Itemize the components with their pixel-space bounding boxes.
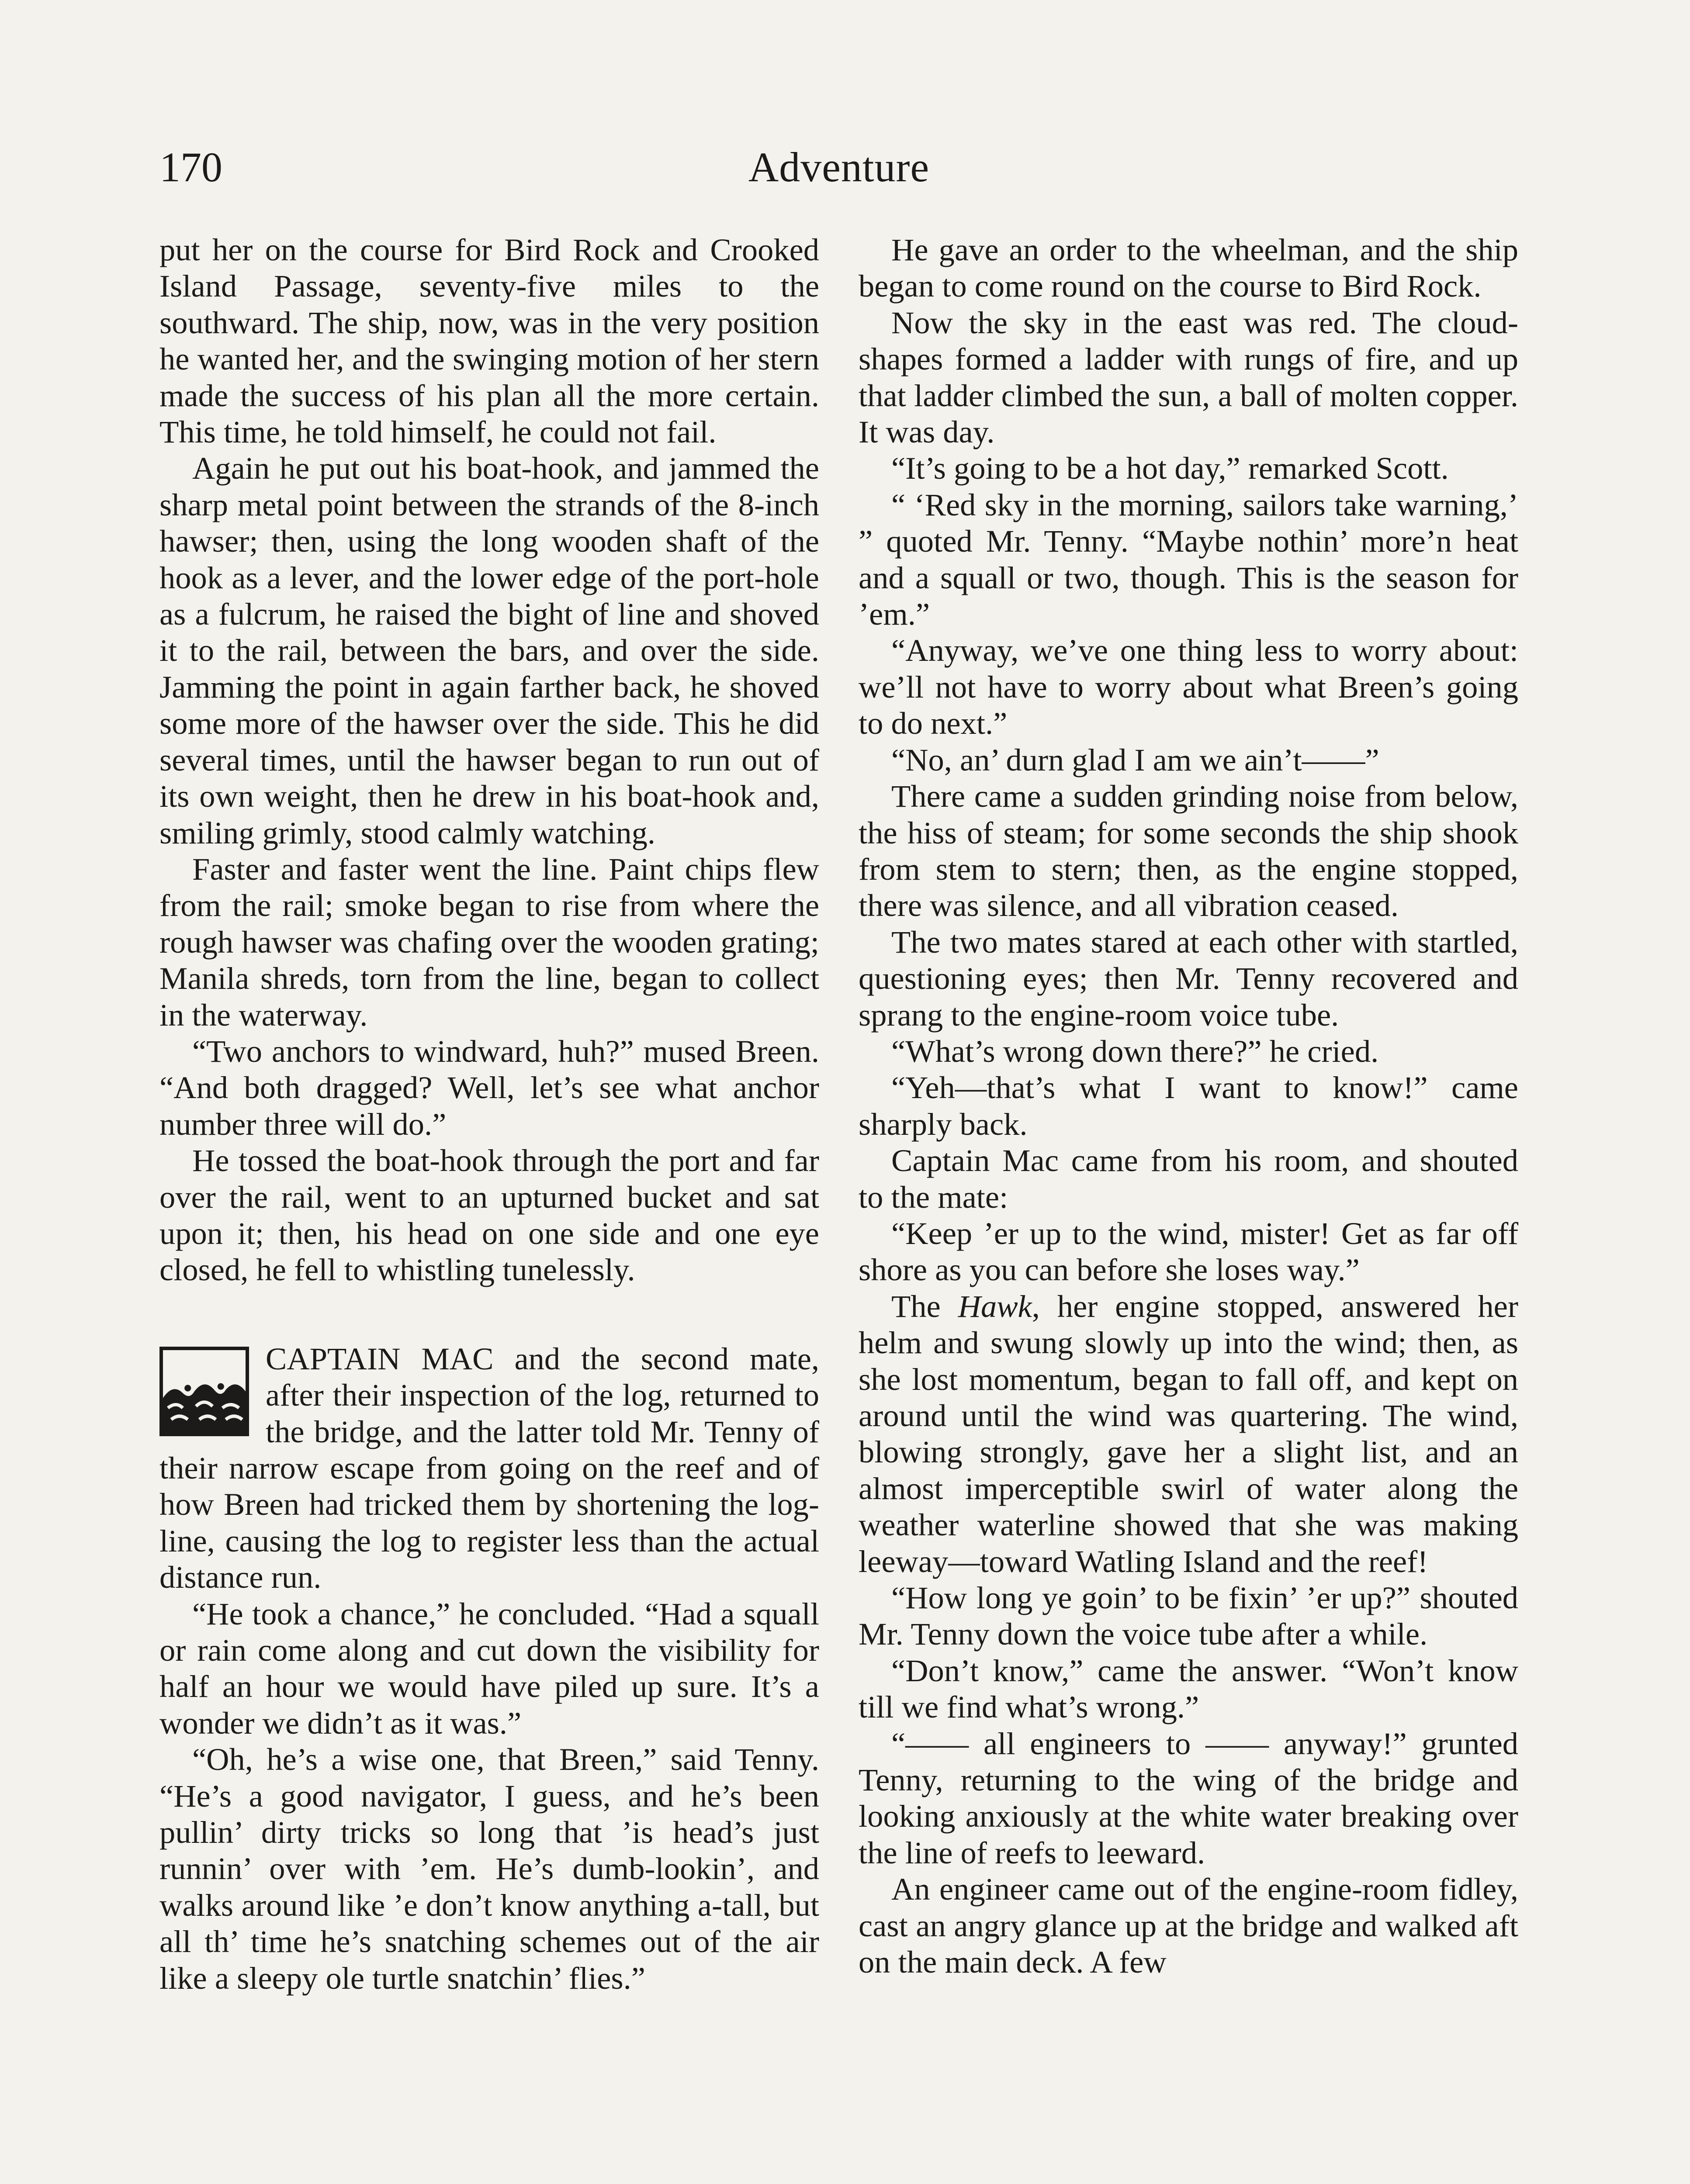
story-paragraph: “He took a chance,” he concluded. “Had a squall or rain come along and cut down the visibility for half an hour we would have piled up sure. It’s a wonder we didn’t as it was.” [159, 1596, 819, 1741]
ship-name: Hawk [958, 1288, 1032, 1324]
page-number: 170 [159, 144, 222, 190]
story-paragraph: “Don’t know,” came the answer. “Won’t know till we find what’s wrong.” [859, 1652, 1518, 1725]
story-paragraph: “Two anchors to windward, huh?” mused Breen. “And both dragged? Well, let’s see what anchor number three will do.” [159, 1033, 819, 1142]
section-first-paragraph-text: and the second mate, after their inspection of the log, returned to the bridge, and the latter told Mr. Tenny of their narrow escape from going on the reef and of how Breen had tricked them by shortening the log-line, causing the log to register less than the actual distance run. [159, 1341, 819, 1595]
story-paragraph [859, 1288, 1518, 1579]
section-break [159, 1288, 819, 1341]
story-paragraph: “Yeh—that’s what I want to know!” came sharply back. [859, 1070, 1518, 1142]
story-paragraph: He gave an order to the wheelman, and the ship began to come round on the course to Bird Rock. [859, 232, 1518, 304]
text-run: The [891, 1288, 958, 1324]
right-column [859, 232, 1518, 1980]
story-paragraph: He tossed the boat-hook through the port and far over the rail, went to an upturned bucket and sat upon it; then, his head on one side and one eye closed, he fell to whistling tunelessly. [159, 1143, 819, 1288]
wave-ornament-icon [159, 1347, 249, 1436]
running-title: Adventure [748, 144, 930, 190]
page-header [159, 139, 1518, 196]
story-paragraph: put her on the course for Bird Rock and Crooked Island Passage, seventy-five miles to the southward. The ship, now, was in the very position he wanted her, and the swinging motion of her stern made the success of his plan all the more certain. This time, he told himself, he could not fail. [159, 232, 819, 450]
section-lead-in: CAPTAIN MAC [266, 1341, 494, 1376]
story-paragraph: “Keep ’er up to the wind, mister! Get as far off shore as you can before she loses way.” [859, 1215, 1518, 1288]
story-paragraph: Faster and faster went the line. Paint chips flew from the rail; smoke began to rise from where the rough hawser was chafing over the wooden grating; Manila shreds, torn from the line, began to collect in the waterway. [159, 851, 819, 1033]
story-paragraph: “No, an’ durn glad I am we ain’t——” [891, 742, 1379, 778]
story-paragraph: Captain Mac came from his room, and shouted to the mate: [859, 1143, 1518, 1215]
story-paragraph: “How long ye goin’ to be fixin’ ’er up?” shouted Mr. Tenny down the voice tube after a while. [859, 1580, 1518, 1652]
section-opening-paragraph [159, 1341, 819, 1596]
story-paragraph: “Anyway, we’ve one thing less to worry about: we’ll not have to worry about what Breen’s going to do next.” [859, 632, 1518, 741]
story-paragraph: The two mates stared at each other with startled, questioning eyes; then Mr. Tenny recovered and sprang to the engine-room voice tube. [859, 924, 1518, 1033]
story-paragraph: “ ‘Red sky in the morning, sailors take warning,’ ” quoted Mr. Tenny. “Maybe nothin’ more’n heat and a squall or two, though. This is the season for ’em.” [859, 487, 1518, 632]
text-run: , her engine stopped, answered her helm and swung slowly up into the wind; then, as she lost momentum, began to fall off, and kept on around until the wind was quartering. The wind, blowing strongly, gave her a slight list, and an almost imperceptible swirl of water along the weather waterline showed that she was making leeway—toward Watling Island and the reef! [859, 1288, 1519, 1579]
story-paragraph: Now the sky in the east was red. The cloud-shapes formed a ladder with rungs of fire, and up that ladder climbed the sun, a ball of molten copper. It was day. [859, 304, 1518, 450]
story-paragraph: Again he put out his boat-hook, and jammed the sharp metal point between the strands of the 8-inch hawser; then, using the long wooden shaft of the hook as a lever, and the lower edge of the port-hole as a fulcrum, he raised the bight of line and shoved it to the rail, between the bars, and over the side. Jamming the point in again farther back, he shoved some more of the hawser over the side. This he did several times, until the hawser began to run out of its own weight, then he drew in his boat-hook and, smiling grimly, stood calmly watching. [159, 450, 819, 850]
left-column [159, 232, 819, 1996]
story-paragraph: “Oh, he’s a wise one, that Breen,” said Tenny. “He’s a good navigator, I guess, and he’s been pullin’ dirty tricks so long that ’is head’s just runnin’ over with ’em. He’s dumb-lookin’, and walks around like ’e don’t know anything a-tall, but all th’ time he’s snatching schemes out of the air like a sleepy ole turtle snatchin’ flies.” [159, 1742, 819, 1996]
story-paragraph: “It’s going to be a hot day,” remarked Scott. [891, 450, 1449, 486]
story-paragraph: “What’s wrong down there?” he cried. [891, 1033, 1379, 1069]
story-paragraph: An engineer came out of the engine-room fidley, cast an angry glance up at the bridge and walked aft on the main deck. A few [859, 1871, 1518, 1980]
story-paragraph: “—— all engineers to —— anyway!” grunted Tenny, returning to the wing of the bridge and looking anxiously at the white water breaking over the line of reefs to leeward. [859, 1725, 1518, 1870]
story-paragraph: There came a sudden grinding noise from below, the hiss of steam; for some seconds the ship shook from stem to stern; then, as the engine stopped, there was silence, and all vibration ceased. [859, 778, 1518, 923]
